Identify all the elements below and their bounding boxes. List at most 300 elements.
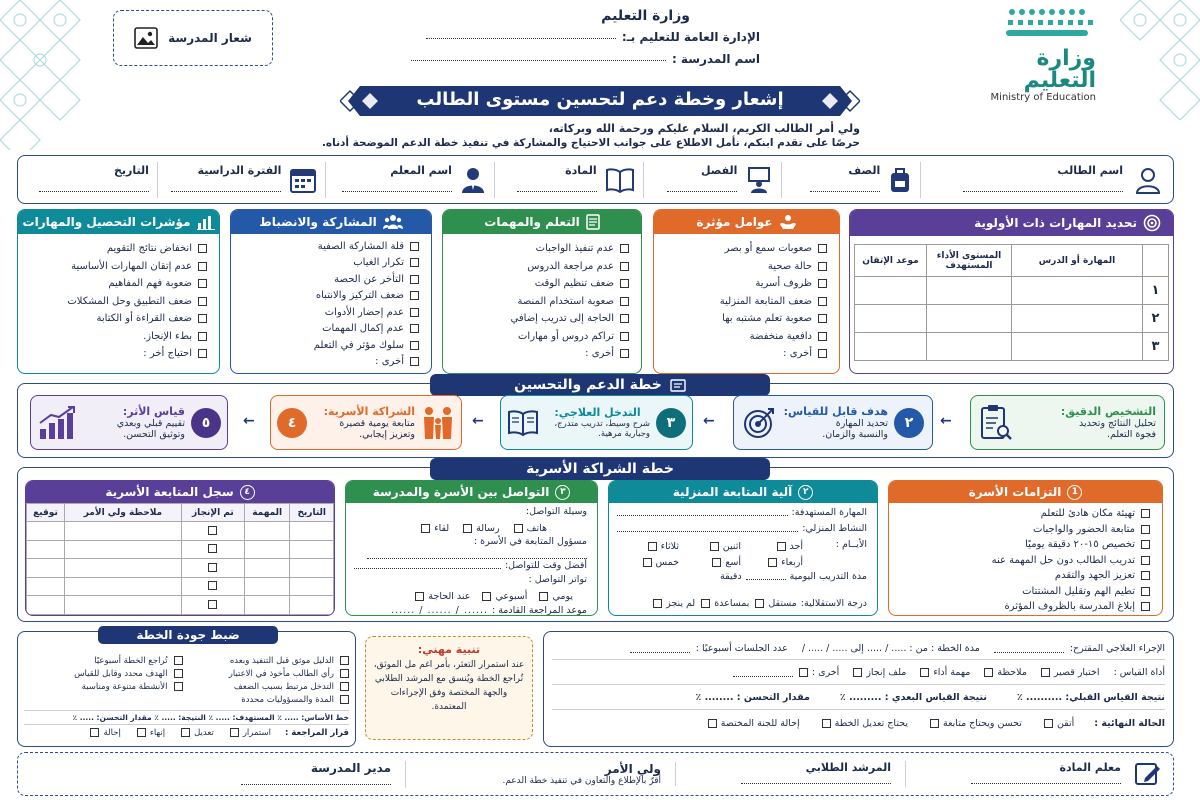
procedure-final-0[interactable] bbox=[1044, 718, 1074, 729]
day-4[interactable] bbox=[679, 555, 741, 569]
school-field[interactable] bbox=[411, 52, 666, 61]
checkbox[interactable] bbox=[620, 297, 629, 306]
checkbox[interactable] bbox=[230, 728, 239, 737]
checkbox[interactable] bbox=[708, 719, 717, 728]
log-cell[interactable] bbox=[27, 522, 65, 541]
obligation-item-1[interactable] bbox=[895, 522, 1150, 538]
participation-item-1[interactable] bbox=[237, 255, 419, 272]
priority-table bbox=[854, 244, 1169, 361]
open-book-icon bbox=[507, 409, 539, 437]
checkbox[interactable] bbox=[410, 258, 419, 267]
info-label-grade: الصف bbox=[848, 163, 881, 177]
procedure-final-row bbox=[552, 710, 1165, 736]
log-cell[interactable] bbox=[27, 540, 65, 559]
checkbox-label: أخرى : bbox=[811, 666, 840, 678]
ministry-name-ar: وزارة التعليم bbox=[1023, 46, 1096, 93]
factors-panel bbox=[653, 209, 840, 374]
log-done-cell[interactable] bbox=[181, 540, 244, 559]
image-icon bbox=[134, 27, 158, 49]
day-2[interactable] bbox=[617, 539, 679, 553]
checkbox[interactable] bbox=[410, 275, 419, 284]
plan-arrow-1: ← bbox=[940, 413, 952, 429]
checkbox[interactable] bbox=[822, 719, 831, 728]
checkbox-label: تعزيز الجهد والتقدم bbox=[1054, 570, 1135, 582]
checkbox-label: تكرار الغياب bbox=[353, 257, 404, 269]
participation-item-6[interactable] bbox=[237, 337, 419, 354]
checkbox[interactable] bbox=[174, 682, 183, 691]
checkbox[interactable] bbox=[920, 668, 929, 677]
checkbox[interactable] bbox=[701, 599, 710, 608]
log-col-1: المهمة bbox=[244, 504, 290, 522]
checkbox[interactable] bbox=[853, 668, 862, 677]
log-cell[interactable] bbox=[27, 559, 65, 578]
checkbox[interactable] bbox=[1141, 509, 1150, 518]
home-duration-unit: دقيقة bbox=[720, 571, 742, 582]
table-row bbox=[27, 577, 334, 596]
factors-item-2[interactable] bbox=[660, 275, 827, 293]
procedure-final-2[interactable] bbox=[822, 718, 908, 729]
procedure-row-1 bbox=[552, 638, 1165, 659]
log-done-cell[interactable] bbox=[181, 522, 244, 541]
checkbox-label: حالة صحية bbox=[767, 260, 812, 272]
indicators-item-3[interactable] bbox=[24, 293, 207, 311]
checkbox-label: ضعف القراءة أو الكتابة bbox=[96, 313, 192, 325]
comm-freq-label: تواتر التواصل : bbox=[528, 574, 587, 585]
checkbox[interactable] bbox=[1041, 668, 1050, 677]
checkbox[interactable] bbox=[137, 728, 146, 737]
checkbox[interactable] bbox=[620, 279, 629, 288]
factors-item-3[interactable] bbox=[660, 293, 827, 311]
quality-item-3[interactable] bbox=[24, 667, 183, 680]
quality-item-6[interactable] bbox=[191, 693, 350, 706]
comm-freq-0[interactable] bbox=[539, 588, 573, 604]
checkbox-label: ضعوبة فهم المفاهيم bbox=[108, 278, 192, 290]
comm-freq-1[interactable] bbox=[482, 588, 527, 604]
checkbox[interactable] bbox=[643, 558, 652, 567]
signature-principal[interactable] bbox=[176, 761, 406, 788]
home-title: آلية المتابعة المنزلية bbox=[672, 485, 793, 499]
quality-metrics[interactable]: خط الأساس: ..... ٪ المستهدف: ..... ٪ النتيجة: ..... ٪ مقدار التحسن: ..... ٪ bbox=[24, 710, 349, 724]
checkbox[interactable] bbox=[799, 668, 808, 677]
log-cell[interactable] bbox=[64, 577, 181, 596]
checkbox[interactable] bbox=[208, 563, 217, 572]
day-3[interactable] bbox=[741, 555, 803, 569]
checkbox[interactable] bbox=[410, 341, 419, 350]
term-field[interactable] bbox=[171, 183, 281, 192]
learning-item-4[interactable] bbox=[449, 310, 629, 328]
checkbox[interactable] bbox=[181, 728, 190, 737]
checkbox[interactable] bbox=[984, 668, 993, 677]
home-skill-field[interactable] bbox=[617, 507, 788, 516]
checkbox[interactable] bbox=[648, 542, 657, 551]
notice-title: تنبية مهني: bbox=[417, 643, 481, 656]
checkbox[interactable] bbox=[1141, 540, 1150, 549]
checkbox[interactable] bbox=[710, 542, 719, 551]
procedure-tool-2[interactable] bbox=[920, 667, 970, 678]
step-4-desc2: وتعزيز إيجابي. bbox=[359, 429, 415, 440]
checkbox-label: أسع bbox=[725, 556, 741, 568]
factors-item-4[interactable] bbox=[660, 310, 827, 328]
procedure-final-3[interactable] bbox=[708, 718, 800, 729]
checkbox[interactable] bbox=[198, 349, 207, 358]
quality-item-0[interactable] bbox=[191, 654, 350, 667]
step-1-title: التشخيص الدقيق: bbox=[1060, 405, 1156, 418]
ministry-logo bbox=[978, 8, 1118, 103]
indicators-item-2[interactable] bbox=[24, 275, 207, 293]
info-subject bbox=[494, 162, 643, 198]
log-cell[interactable] bbox=[244, 577, 290, 596]
checkbox[interactable] bbox=[712, 558, 721, 567]
log-done-cell[interactable] bbox=[181, 559, 244, 578]
checkbox[interactable] bbox=[620, 262, 629, 271]
table-row bbox=[27, 596, 334, 615]
checkbox[interactable] bbox=[410, 291, 419, 300]
notice-line-4: المعتمدة. bbox=[431, 701, 467, 712]
school-logo-box[interactable] bbox=[113, 10, 273, 66]
checkbox[interactable] bbox=[620, 332, 629, 341]
step-5-title: قياس الأثر: bbox=[122, 405, 185, 418]
day-1[interactable] bbox=[679, 539, 741, 553]
checkbox-label: ثلاثاء bbox=[660, 540, 679, 552]
class-field[interactable] bbox=[667, 183, 737, 192]
learning-item-3[interactable] bbox=[449, 293, 629, 311]
indicators-item-0[interactable] bbox=[24, 240, 207, 258]
obligation-item-6[interactable] bbox=[895, 599, 1150, 615]
day-5[interactable] bbox=[617, 555, 679, 569]
quality-banner: ضبط جودة الخطة bbox=[98, 626, 278, 644]
subject-field[interactable] bbox=[517, 183, 597, 192]
checkbox-label: المدة والمسؤوليات محددة bbox=[241, 694, 334, 705]
participation-header bbox=[231, 210, 431, 234]
checkbox-label: دافعية منخفضة bbox=[749, 330, 812, 342]
learning-item-6[interactable] bbox=[449, 345, 629, 363]
log-cell[interactable] bbox=[290, 540, 334, 559]
checkbox[interactable] bbox=[340, 695, 349, 704]
procedure-duration[interactable]: مدة الخطة : من : ..... / ..... إلى ..... / ..... / bbox=[801, 643, 980, 654]
home-activity-field[interactable] bbox=[617, 523, 798, 532]
checkbox-label: يومي bbox=[552, 590, 573, 602]
date-field[interactable] bbox=[39, 183, 149, 192]
checkbox[interactable] bbox=[340, 669, 349, 678]
grade-field[interactable] bbox=[810, 183, 880, 192]
factors-item-5[interactable] bbox=[660, 328, 827, 346]
comm-means-1[interactable] bbox=[463, 520, 499, 536]
participation-item-3[interactable] bbox=[237, 288, 419, 305]
checkbox-label: إنهاء bbox=[149, 727, 166, 738]
participation-item-4[interactable] bbox=[237, 304, 419, 321]
checkbox[interactable] bbox=[415, 592, 424, 601]
procedure-tool-1[interactable] bbox=[984, 667, 1027, 678]
log-cell[interactable] bbox=[64, 522, 181, 541]
procedure-sessions-field[interactable] bbox=[630, 644, 690, 653]
checkbox[interactable] bbox=[818, 279, 827, 288]
home-duration-field[interactable] bbox=[746, 571, 786, 580]
checkbox[interactable] bbox=[1141, 602, 1150, 611]
obligation-item-2[interactable] bbox=[895, 537, 1150, 553]
procedure-pre[interactable]: نتيجة القياس القبلي: .......... ٪ bbox=[1016, 691, 1165, 703]
log-col-0: التاريخ bbox=[290, 504, 334, 522]
teacher-field[interactable] bbox=[342, 183, 452, 192]
log-cell[interactable] bbox=[290, 559, 334, 578]
procedure-tool-0[interactable] bbox=[1041, 667, 1100, 678]
checkbox[interactable] bbox=[208, 526, 217, 535]
log-cell[interactable] bbox=[244, 596, 290, 615]
checkbox-label: أخرى : bbox=[783, 348, 812, 360]
factors-item-6[interactable] bbox=[660, 345, 827, 363]
procedure-tool-3[interactable] bbox=[853, 667, 906, 678]
checkbox-label: تعديل bbox=[194, 727, 214, 738]
procedure-improve[interactable]: مقدار التحسن : ........ ٪ bbox=[695, 691, 810, 703]
checkbox[interactable] bbox=[410, 308, 419, 317]
comm-next-label: موعد المراجعة القادمة : bbox=[491, 605, 587, 616]
notice-line-2: تُراجع الخطة ويُنسق مع المرشد الطلابي bbox=[374, 673, 524, 684]
checkbox[interactable] bbox=[208, 544, 217, 553]
participation-item-2[interactable] bbox=[237, 271, 419, 288]
participation-item-7[interactable] bbox=[237, 354, 419, 371]
comm-responsible-field[interactable] bbox=[367, 550, 587, 559]
obligation-item-0[interactable] bbox=[895, 506, 1150, 522]
checkbox[interactable] bbox=[930, 719, 939, 728]
table-row bbox=[27, 540, 334, 559]
obligation-item-3[interactable] bbox=[895, 553, 1150, 569]
checkbox[interactable] bbox=[1141, 556, 1150, 565]
checkbox[interactable] bbox=[410, 357, 419, 366]
plan-arrow-2: ← bbox=[703, 413, 715, 429]
learning-item-1[interactable] bbox=[449, 258, 629, 276]
pen-icon bbox=[1135, 761, 1161, 787]
step-3-desc2: وجبارية مرهية. bbox=[598, 429, 650, 439]
log-cell[interactable] bbox=[290, 577, 334, 596]
log-title: سجل المتابعة الأسرية bbox=[105, 485, 234, 499]
checkbox[interactable] bbox=[174, 656, 183, 665]
participation-list bbox=[231, 234, 431, 370]
communication-panel bbox=[345, 480, 598, 616]
corner-pattern-right bbox=[1120, 0, 1200, 120]
checkbox-label: ضعف التركيز والانتباه bbox=[315, 290, 404, 302]
quality-item-1[interactable] bbox=[24, 654, 183, 667]
log-cell[interactable] bbox=[27, 596, 65, 615]
plan-step-5 bbox=[30, 395, 228, 450]
plan-board-icon bbox=[670, 378, 686, 392]
comm-next-field[interactable]: ...... / ...... / ...... bbox=[391, 605, 488, 616]
checkbox[interactable] bbox=[198, 262, 207, 271]
indicators-item-4[interactable] bbox=[24, 310, 207, 328]
checkbox-label: مهمة أداء bbox=[933, 666, 971, 678]
checkbox[interactable] bbox=[1044, 719, 1053, 728]
independence-1[interactable] bbox=[701, 598, 749, 609]
comm-freq bbox=[354, 588, 573, 604]
comm-time-label: أفضل وقت للتواصل: bbox=[504, 560, 587, 571]
log-cell[interactable] bbox=[244, 540, 290, 559]
checkbox[interactable] bbox=[514, 524, 523, 533]
step-2-number: ٢ bbox=[894, 408, 924, 438]
checkbox[interactable] bbox=[653, 599, 662, 608]
day-0[interactable] bbox=[741, 539, 803, 553]
checkbox[interactable] bbox=[208, 581, 217, 590]
step-2-desc1: تحديد المهارة bbox=[835, 418, 888, 429]
checkbox[interactable] bbox=[421, 524, 430, 533]
comm-freq-2[interactable] bbox=[415, 588, 470, 604]
signature-guardian[interactable] bbox=[406, 762, 676, 786]
log-header bbox=[26, 481, 334, 503]
checkbox-label: احتياج أخر : bbox=[143, 348, 192, 360]
log-cell[interactable] bbox=[64, 559, 181, 578]
participation-item-5[interactable] bbox=[237, 321, 419, 338]
growth-chart-icon bbox=[37, 405, 77, 441]
comm-means bbox=[354, 520, 547, 536]
log-cell[interactable] bbox=[64, 540, 181, 559]
checkbox[interactable] bbox=[198, 332, 207, 341]
checkbox[interactable] bbox=[410, 242, 419, 251]
info-label-subject: المادة bbox=[565, 163, 597, 177]
log-cell[interactable] bbox=[244, 522, 290, 541]
independence-0[interactable] bbox=[755, 598, 796, 609]
checkbox[interactable] bbox=[1141, 525, 1150, 534]
procedure-sessions-label: عدد الجلسات أسبوعيًا : bbox=[695, 643, 788, 654]
quality-item-5[interactable] bbox=[24, 680, 183, 693]
log-done-cell[interactable] bbox=[181, 577, 244, 596]
log-cell[interactable] bbox=[27, 577, 65, 596]
procedure-post[interactable]: نتيجة القياس البعدي : ......... ٪ bbox=[839, 691, 987, 703]
signature-counselor[interactable] bbox=[676, 761, 906, 787]
obligation-item-4[interactable] bbox=[895, 568, 1150, 584]
checkbox[interactable] bbox=[818, 349, 827, 358]
checkbox[interactable] bbox=[1141, 571, 1150, 580]
log-cell[interactable] bbox=[290, 522, 334, 541]
notice-line-1: عند استمرار التعثر، بأمر اغم مل الموثق، bbox=[373, 660, 525, 670]
family-icon bbox=[421, 405, 455, 441]
checkbox[interactable] bbox=[755, 599, 764, 608]
checkbox[interactable] bbox=[340, 656, 349, 665]
factors-item-1[interactable] bbox=[660, 258, 827, 276]
checkbox[interactable] bbox=[90, 728, 99, 737]
procedure-proposed-field[interactable] bbox=[994, 644, 1064, 653]
checkbox[interactable] bbox=[198, 314, 207, 323]
checkbox[interactable] bbox=[768, 558, 777, 567]
checkbox[interactable] bbox=[818, 314, 827, 323]
checkbox[interactable] bbox=[198, 297, 207, 306]
log-cell[interactable] bbox=[290, 596, 334, 615]
plan-step-2 bbox=[733, 395, 933, 450]
checkbox-label: صعوبة تعلم مشتبه بها bbox=[722, 313, 812, 325]
intro-text: حرصًا على تقدم ابنكم، نأمل الاطلاع على جوانب الاحتياج والمشاركة في تنفيذ خطة الدعم الموضحة أدناه. bbox=[321, 137, 860, 149]
checkbox[interactable] bbox=[208, 600, 217, 609]
checkbox[interactable] bbox=[463, 524, 472, 533]
checkbox-label: لقاء bbox=[434, 522, 450, 534]
procedure-tool-4[interactable] bbox=[799, 667, 839, 678]
comm-responsible-label: مسؤول المتابعة في الأسرة : bbox=[473, 536, 587, 547]
checkbox[interactable] bbox=[818, 262, 827, 271]
participation-item-0[interactable] bbox=[237, 238, 419, 255]
step-3-title: التدخل العلاجي: bbox=[554, 406, 641, 419]
checkbox[interactable] bbox=[620, 314, 629, 323]
quality-decision-0[interactable] bbox=[230, 728, 271, 738]
home-activity-label: النشاط المنزلي: bbox=[802, 523, 867, 534]
priority-col-level: المستوى الأداء المستهدف bbox=[927, 245, 1012, 277]
indicators-item-1[interactable] bbox=[24, 258, 207, 276]
checkbox[interactable] bbox=[539, 592, 548, 601]
checkbox[interactable] bbox=[174, 669, 183, 678]
plan-step-3 bbox=[500, 395, 693, 450]
comm-means-2[interactable] bbox=[421, 520, 449, 536]
log-done-cell[interactable] bbox=[181, 596, 244, 615]
comm-means-0[interactable] bbox=[514, 520, 547, 536]
checkbox-label: الحاجة إلى تدريب إضافي bbox=[510, 313, 614, 325]
checkbox[interactable] bbox=[818, 297, 827, 306]
checkbox[interactable] bbox=[198, 279, 207, 288]
ministry-logo-mark bbox=[978, 8, 1118, 44]
obligation-item-5[interactable] bbox=[895, 584, 1150, 600]
checkbox-label: استمرار bbox=[242, 727, 271, 738]
directorate-field[interactable] bbox=[426, 30, 616, 39]
checkbox[interactable] bbox=[410, 324, 419, 333]
student-name-field[interactable] bbox=[963, 183, 1123, 192]
independence-2[interactable] bbox=[653, 598, 695, 609]
checkbox[interactable] bbox=[818, 244, 827, 253]
checkbox[interactable] bbox=[340, 682, 349, 691]
checkbox-label: الأنشطة متنوعة ومناسبة bbox=[81, 681, 168, 692]
checkbox-label: الهدف محدد وقابل للقياس bbox=[74, 668, 168, 679]
comm-time-field[interactable] bbox=[354, 560, 501, 569]
indicators-item-5[interactable] bbox=[24, 328, 207, 346]
checkbox-label: تخصيص ١٥-٢٠ دقيقة يوميًا bbox=[1025, 539, 1135, 551]
learning-item-0[interactable] bbox=[449, 240, 629, 258]
checkbox-label: انخفاض نتائج التقويم bbox=[106, 243, 192, 255]
info-label-date: التاريخ bbox=[113, 163, 149, 177]
signature-teacher[interactable] bbox=[906, 761, 1121, 787]
factors-item-0[interactable] bbox=[660, 240, 827, 258]
quality-item-4[interactable] bbox=[191, 680, 350, 693]
priority-row-2: ٢ bbox=[1143, 305, 1169, 333]
comm-header bbox=[346, 481, 597, 503]
priority-skills-panel bbox=[849, 209, 1174, 374]
step-4-title: الشراكة الأسرية: bbox=[323, 405, 415, 418]
indicators-item-6[interactable] bbox=[24, 345, 207, 363]
procedure-tool-other-field[interactable] bbox=[733, 668, 793, 677]
hands-icon bbox=[779, 214, 797, 230]
checkbox[interactable] bbox=[620, 349, 629, 358]
learning-list bbox=[443, 234, 641, 363]
checkbox-label: التدخل مرتبط بسبب الضعف bbox=[233, 681, 334, 692]
checkbox-label: اثنين bbox=[722, 540, 741, 552]
log-cell[interactable] bbox=[64, 596, 181, 615]
learning-item-5[interactable] bbox=[449, 328, 629, 346]
checkbox[interactable] bbox=[198, 244, 207, 253]
learning-item-2[interactable] bbox=[449, 275, 629, 293]
quality-decision-1[interactable] bbox=[181, 728, 214, 738]
quality-item-2[interactable] bbox=[191, 667, 350, 680]
checkbox[interactable] bbox=[818, 332, 827, 341]
checkbox[interactable] bbox=[1141, 587, 1150, 596]
checkbox[interactable] bbox=[777, 542, 786, 551]
log-header-row bbox=[27, 504, 334, 522]
checkbox-label: بطء الإنجاز. bbox=[143, 330, 192, 342]
info-teacher bbox=[325, 162, 494, 198]
quality-decision-3[interactable] bbox=[90, 728, 120, 738]
log-cell[interactable] bbox=[244, 559, 290, 578]
procedure-final-1[interactable] bbox=[930, 718, 1022, 729]
quality-decision-2[interactable] bbox=[137, 728, 165, 738]
home-days-label: الأيــام : bbox=[835, 539, 867, 550]
backpack-icon bbox=[888, 166, 912, 194]
info-term bbox=[157, 162, 326, 198]
plan-step-1 bbox=[970, 395, 1165, 450]
checkbox-label: ضعف المتابعة المنزلية bbox=[719, 295, 812, 307]
checkbox[interactable] bbox=[620, 244, 629, 253]
notice-line-3: والجهة المختصة وفق الإجراءات bbox=[390, 687, 508, 698]
checkbox-label: عند الحاجة bbox=[428, 590, 471, 602]
checkbox[interactable] bbox=[482, 592, 491, 601]
